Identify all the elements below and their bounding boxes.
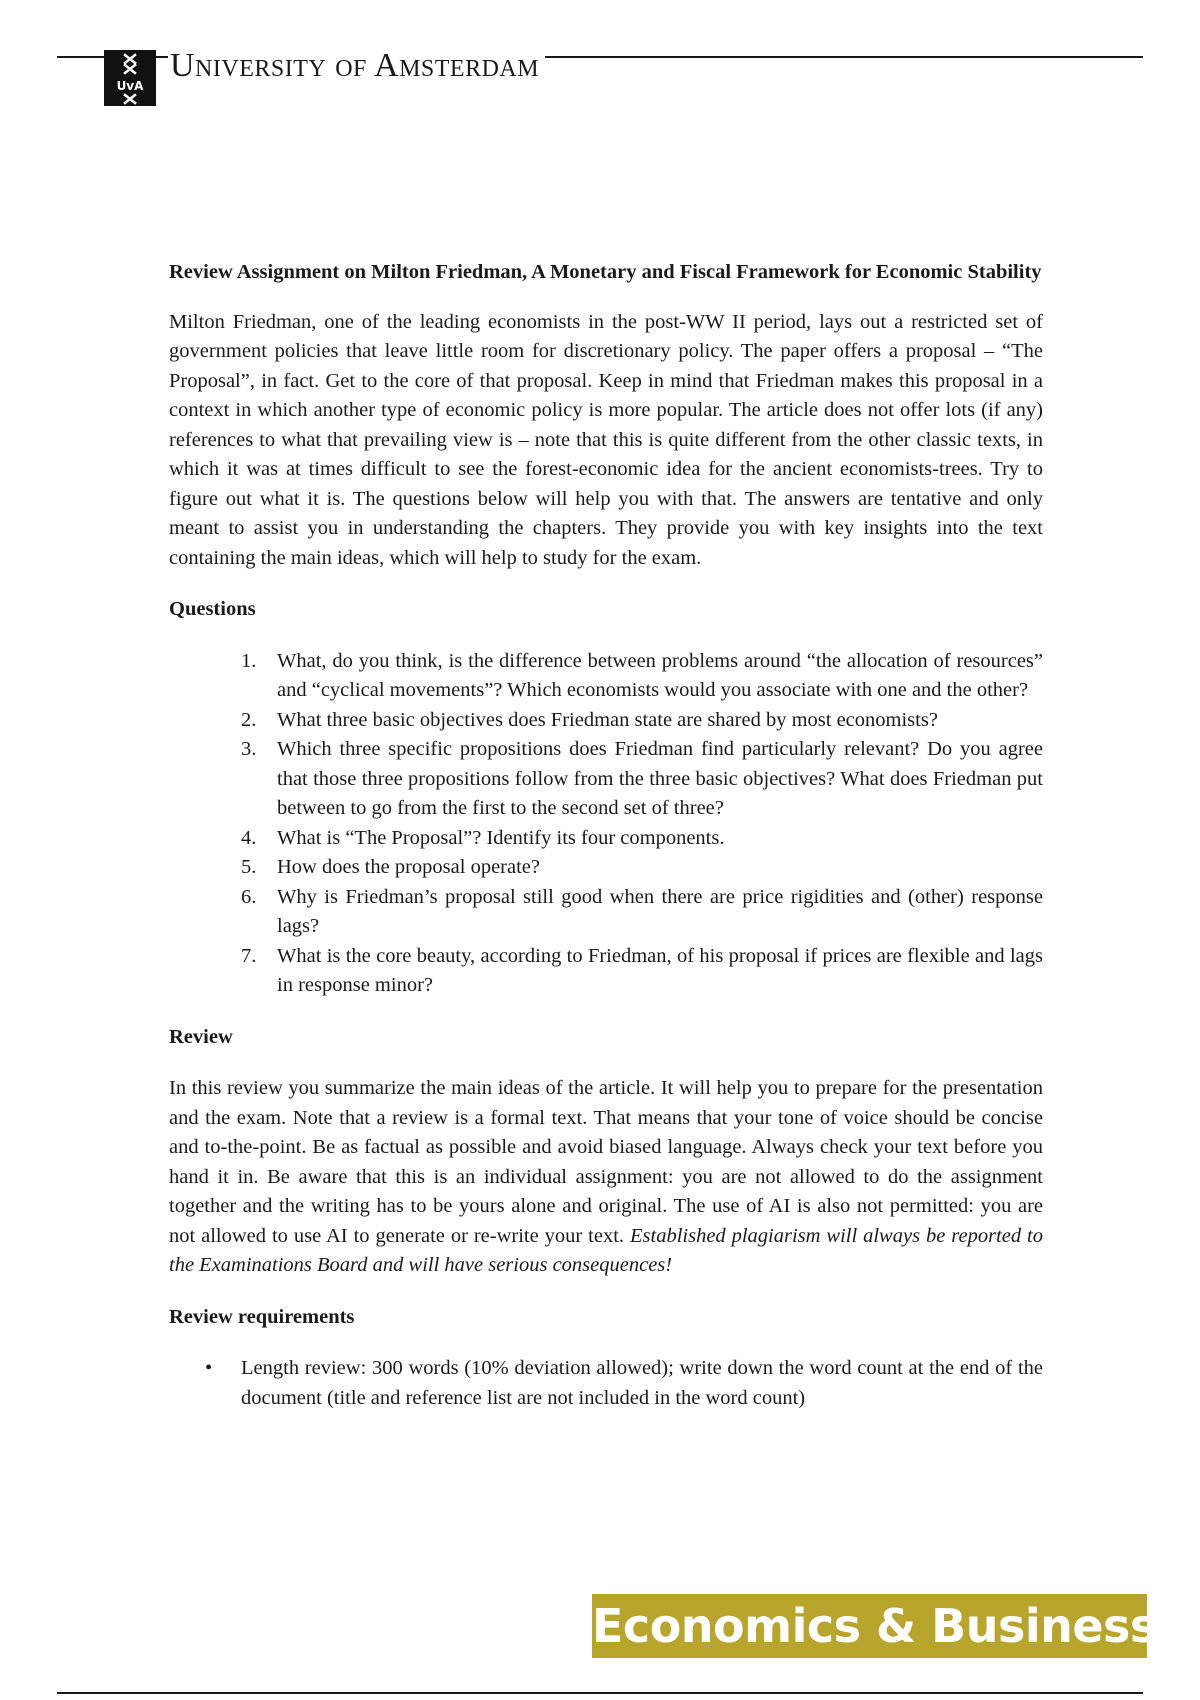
requirements-list [169, 1354, 1043, 1413]
question-number: 3. [241, 738, 257, 760]
question-text: What, do you think, is the difference between problems around “the allocation of resources” and “cyclical movements”? Which economists would you associate with one and the other? [277, 649, 1043, 701]
question-text: Why is Friedman’s proposal still good when there are price rigidities and (other) response lags? [277, 885, 1043, 937]
university-logo [104, 50, 156, 106]
question-number: 7. [241, 944, 257, 967]
question-item [169, 942, 1043, 1001]
review-text: In this review you summarize the main ideas of the article. It will help you to prepare for the presentation and the exam. Note that a review is a formal text. That means that your tone of voice should be concise and to-the-point. Be as factual as possible and avoid biased language. Always check your text before you hand it in. Be aware that this is an individual assignment: you are not allowed to do the assignment together and the writing has to be yours alone and original. The use of AI is also not permitted: you are not allowed to use AI to generate or re-write your text. [169, 1077, 1043, 1247]
uva-logo-icon [104, 50, 156, 106]
university-name: University of Amsterdam [168, 44, 545, 88]
question-item [169, 735, 1043, 824]
question-item [169, 706, 1043, 736]
question-number: 6. [241, 885, 257, 908]
faculty-brand-banner: Economics & Business [592, 1594, 1147, 1658]
question-item [169, 883, 1043, 942]
plagiarism-warning: Established plagiarism will always be reported to the Examinations Board and will have serious consequences! [169, 1224, 1044, 1276]
question-text: What is the core beauty, according to Friedman, of his proposal if prices are flexible and lags in response minor? [277, 944, 1043, 996]
document-title: Review Assignment on Milton Friedman, A Monetary and Fiscal Framework for Economic Stability [169, 261, 1042, 283]
questions-heading: Questions [169, 598, 256, 620]
footer-rule [57, 1692, 1143, 1694]
intro-paragraph: Milton Friedman, one of the leading economists in the post-WW II period, lays out a restricted set of government policies that leave little room for discretionary policy. The paper offers a proposal – “The Proposal”, in fact. Get to the core of that proposal. Keep in mind that Friedman makes this proposal in a context in which another type of economic policy is more popular. The article does not offer lots (if any) references to what that prevailing view is – note that this is quite different from the other classic texts, in which it was at times difficult to see the forest-economic idea for the ancient economists-trees. Try to figure out what it is. The questions below will help you with that. The answers are tentative and only meant to assist you in understanding the chapters. They provide you with key insights into the text containing the main ideas, which will help to study for the exam. [169, 310, 1043, 569]
requirement-text: Length review: 300 words (10% deviation allowed); write down the word count at the end of the document (title and reference list are not included in the word count) [241, 1357, 1043, 1409]
question-text: How does the proposal operate? [277, 856, 540, 878]
question-item [169, 853, 1043, 883]
question-text: What is “The Proposal”? Identify its four components. [277, 826, 725, 849]
question-item [169, 824, 1043, 854]
review-heading: Review [169, 1025, 233, 1048]
requirement-item [169, 1354, 1043, 1413]
bullet-icon: • [205, 1357, 213, 1379]
question-item [169, 647, 1043, 706]
question-number: 4. [241, 826, 257, 849]
logo-text: UvA [116, 79, 144, 93]
question-number: 2. [241, 708, 257, 731]
question-text: What three basic objectives does Friedman state are shared by most economists? [277, 708, 938, 731]
questions-list [169, 647, 1043, 1001]
question-text: Which three specific propositions does Friedman find particularly relevant? Do you agree that those three propositions follow from the three basic objectives? What does Friedman put between to go from the first to the second set of three? [277, 738, 1043, 819]
question-number: 1. [241, 649, 257, 672]
document-body [169, 258, 1043, 1413]
requirements-heading: Review requirements [169, 1305, 355, 1328]
question-number: 5. [241, 856, 257, 878]
review-paragraph [169, 1074, 1043, 1281]
